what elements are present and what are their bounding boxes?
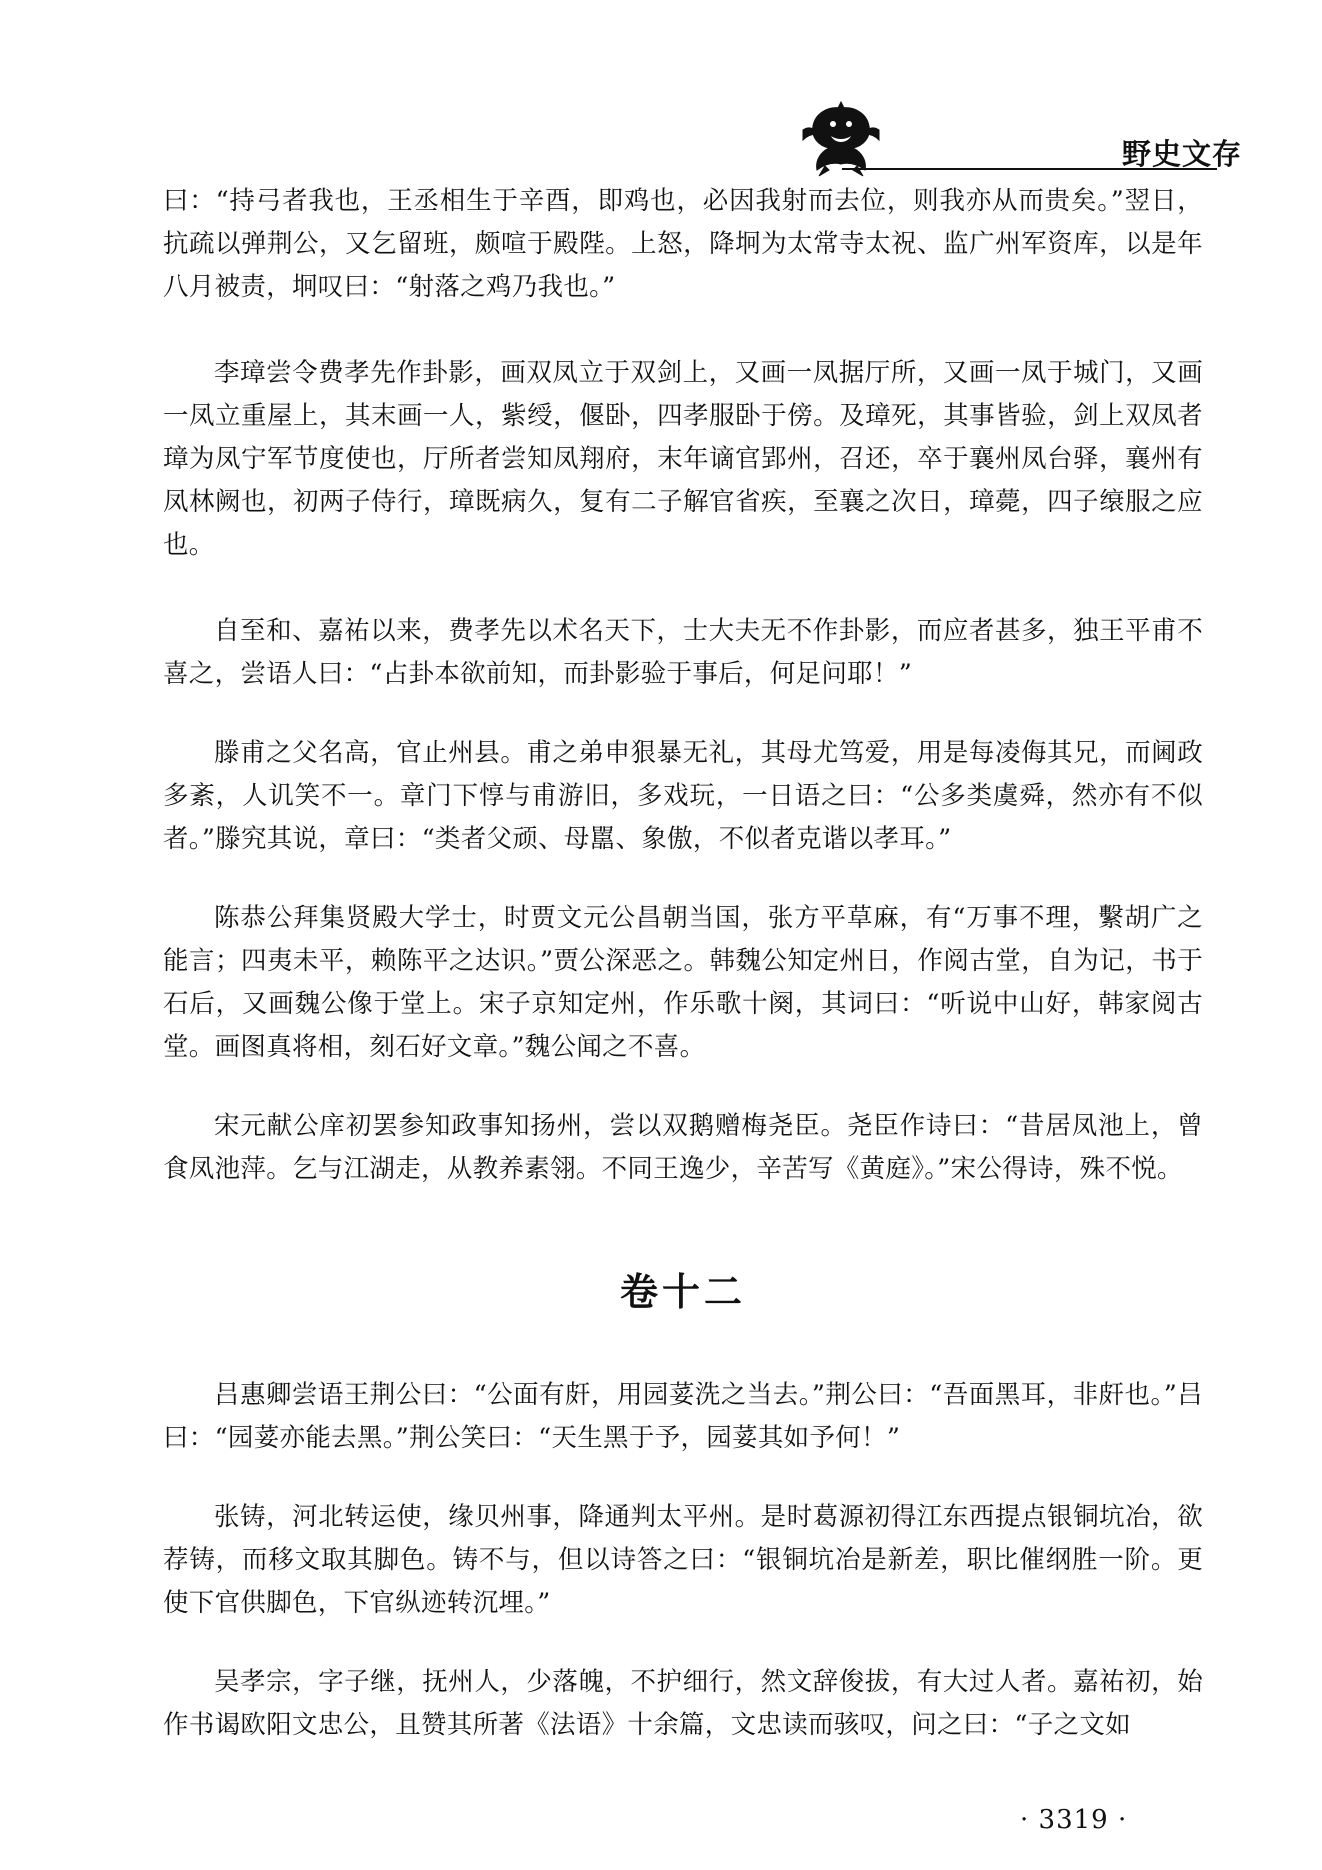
paragraph: 张铸，河北转运使，缘贝州事，降通判太平州。是时葛源初得江东西提点银铜坑冶，欲荐铸，而移文取其脚色。铸不与，但以诗答之曰：“银铜坑冶是新差，职比催纲胜一阶。更使下官供脚色，下官纵迹转沉埋。” <box>163 1502 1203 1618</box>
paragraph: 李璋尝令费孝先作卦影，画双凤立于双剑上，又画一凤据厅所，又画一凤于城门，又画一凤立重屋上，其末画一人，紫绶，偃卧，四孝服卧于傍。及璋死，其事皆验，剑上双凤者璋为凤宁军节度使也，厅所者尝知凤翔府，末年谪官郢州，召还，卒于襄州凤台驿，襄州有凤林阙也，初两子侍行，璋既病久，复有二子解官省疾，至襄之次日，璋薨，四子缞服之应也。 <box>163 358 1203 560</box>
paragraph: 宋元献公庠初罢参知政事知扬州，尝以双鹅赠梅尧臣。尧臣作诗曰：“昔居凤池上，曾食凤池萍。乞与江湖走，从教养素翎。不同王逸少，辛苦写《黄庭》。”宋公得诗，殊不悦。 <box>163 1111 1203 1184</box>
dragon-emblem-icon <box>795 100 887 178</box>
header-rule <box>842 168 1217 170</box>
paragraph: 自至和、嘉祐以来，费孝先以术名天下，士大夫无不作卦影，而应者甚多，独王平甫不喜之，尝语人曰：“占卦本欲前知，而卦影验于事后，何足问耶！” <box>163 616 1203 689</box>
page-number: · 3319 · <box>1020 1805 1128 1835</box>
paragraph: 曰：“持弓者我也，王丞相生于辛酉，即鸡也，必因我射而去位，则我亦从而贵矣。”翌日，抗疏以弹荆公，又乞留班，颇喧于殿陛。上怒，降坰为太常寺太祝、监广州军资库，以是年八月被责，坰叹曰：“射落之鸡乃我也。” <box>163 186 1203 302</box>
page-body <box>163 180 1203 1747</box>
paragraph: 滕甫之父名高，官止州县。甫之弟申狠暴无礼，其母尤笃爱，用是每凌侮其兄，而阃政多紊，人讥笑不一。章门下惇与甫游旧，多戏玩，一日语之曰：“公多类虞舜，然亦有不似者。”滕究其说，章曰：“类者父顽、母嚚、象傲，不似者克谐以孝耳。” <box>163 738 1203 854</box>
header-title: 野史文存 <box>1121 137 1242 171</box>
running-header <box>0 0 1322 175</box>
section-title: 卷十二 <box>619 1270 746 1314</box>
paragraph: 吴孝宗，字子继，抚州人，少落魄，不护细行，然文辞俊拔，有大过人者。嘉祐初，始作书谒欧阳文忠公，且赞其所著《法语》十余篇，文忠读而骇叹，问之曰：“子之文如 <box>163 1667 1203 1740</box>
paragraph: 吕惠卿尝语王荆公曰：“公面有皯，用园荽洗之当去。”荆公曰：“吾面黑耳，非皯也。”吕曰：“园荽亦能去黑。”荆公笑曰：“天生黑于予，园荽其如予何！” <box>163 1380 1203 1453</box>
paragraph: 陈恭公拜集贤殿大学士，时贾文元公昌朝当国，张方平草麻，有“万事不理，繫胡广之能言；四夷未平，赖陈平之达识。”贾公深恶之。韩魏公知定州日，作阅古堂，自为记，书于石后，又画魏公像于堂上。宋子京知定州，作乐歌十阕，其词曰：“听说中山好，韩家阅古堂。画图真将相，刻石好文章。”魏公闻之不喜。 <box>163 903 1203 1062</box>
